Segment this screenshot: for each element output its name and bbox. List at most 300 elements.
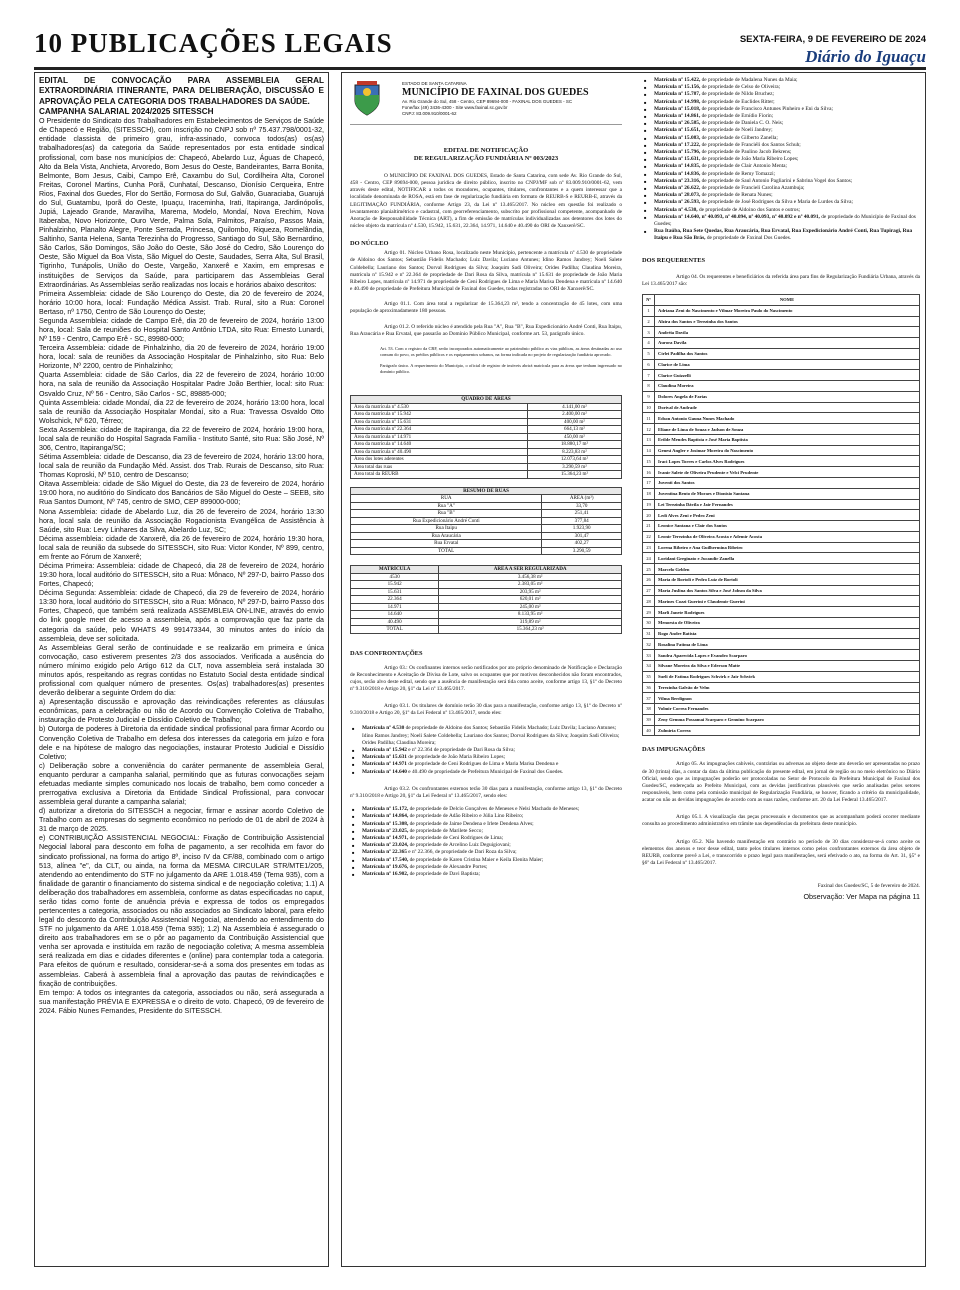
table-cell: 251,41: [542, 510, 622, 518]
req-name: Clarice de Lima: [655, 359, 920, 370]
edital-paragraph: Quarta Assembleia: cidade de São Carlos, dia 22 de fevereiro de 2024, horário 10:00 hora, na sala de reunião da Associação Hospitalar Padre João Berthier, local: sito Rua: Osvaldo Cruz, Nº 56 - Centro, São Carlos - SC, 89885-000;: [39, 371, 324, 398]
req-number: 12: [643, 424, 655, 435]
table-row: [351, 433, 622, 441]
req-col-num: Nº: [643, 294, 655, 305]
edital-paragraph: Sétima Assembleia: cidade de Descanso, dia 23 de fevereiro de 2024, horário 13:00 hora, local sala de reunião da Fundação Méd. Assist. dos Trab. Rurais de Descanso, sito Rua: Thomas Koproski, Nº 510, centro de Descanso;: [39, 453, 324, 480]
list-item: [350, 806, 622, 813]
req-name: Silvane Moreira da Silva e Ederson Matte: [655, 661, 920, 672]
req-number: 11: [643, 413, 655, 424]
matricula-label: Matrícula nº 15.942: [362, 747, 407, 754]
mat-col-area: ÁREA A SER REGULARIZADA: [439, 566, 622, 574]
req-number: 28: [643, 596, 655, 607]
artigo-05-2: Artigo 05.2. Não havendo manifestação em contrário no período de 30 dias considerar-se-á como aceite os elementos dos anexos e teor desse edital, tanto pelos titulares internos como pelos confrontantes externos da área objeto de REURB, conforme prevê a Lei, e transcorrido o prazo legal para manifestações, será efetivado o ato, na forma do Art. 31, §5º e §6º da Lei Federal nº 13.465/2017.: [642, 838, 920, 867]
table-cell: 33,70: [542, 502, 622, 510]
edital-paragraph: Nona Assembleia: cidade de Abelardo Luz, dia 26 de fevereiro de 2024, horário 13:30 hora, local sala de reunião da Associação Rogacionista Evangélica de Assistência à Saúde, sito Rua: Levy Linhares da Silva, Abelardo Luz, SC;: [39, 507, 324, 534]
req-name: Ivanir Salete de Oliveira Prudente e Velci Prudente: [655, 467, 920, 478]
table-row: [351, 517, 622, 525]
req-name: Cirlei Padilha dos Santos: [655, 348, 920, 359]
closing-date: Faxinal dos Guedes/SC, 5 de fevereiro de 2024.: [817, 883, 920, 890]
req-name: Sueli de Fatima Rodrigues Schvirk e Jair Schvirk: [655, 671, 920, 682]
matricula-owner: de propriedade de Nildo Bruchez;: [700, 91, 775, 98]
matriculas-table: [350, 565, 622, 634]
edital-body: [39, 117, 324, 1016]
list-item: [642, 99, 920, 106]
req-number: 25: [643, 564, 655, 575]
matricula-owner: de propriedade de João Maria Ribeiro Lopes;: [700, 156, 799, 163]
edital-title: EDITAL DE CONVOCAÇÃO PARA ASSEMBLEIA GERAL EXTRAORDINÁRIA ITINERANTE, PARA DELIBERAÇÃO, DISCUSSÃO E APROVAÇÃO PELA CATEGORIA DOS TRABALHADORES DA SAÚDE.: [39, 76, 324, 106]
matricula-label: Matrícula nº 14.864,: [362, 813, 409, 820]
matricula-owner: de propriedade de Francieli Carolina Azambuja;: [700, 185, 805, 192]
artigo-03-1: Artigo 03.1. Os titulares de domínio terão 30 dias para a manifestação, conforme artigo 13, §1º do Decreto nº 9.310/2018 e Artigo 20, §1º da Lei Federal nº 13.465/2017, sendo eles:: [350, 703, 622, 717]
ruas-col-rua: RUA: [351, 495, 542, 503]
req-number: 29: [643, 607, 655, 618]
requerentes-rows: [643, 305, 920, 736]
req-number: 1: [643, 305, 655, 316]
list-item: [350, 747, 622, 754]
matricula-label: Matrícula nº 23.316,: [654, 177, 701, 184]
table-row: [351, 603, 622, 611]
reurb-notice: [341, 72, 926, 1267]
req-number: 15: [643, 456, 655, 467]
table-row: [643, 445, 920, 456]
table-row: [643, 553, 920, 564]
matricula-owner: de propriedade de Ernídio Fiorin;: [700, 113, 774, 120]
table-cell: 400,00 m²: [527, 418, 621, 426]
matricula-label: Matrícula nº 15.018,: [654, 105, 701, 112]
req-number: 33: [643, 650, 655, 661]
matricula-label: Matrícula nº 15.631: [362, 754, 407, 761]
list-item: [350, 828, 622, 835]
matricula-owner: de propriedade de Paulino Jacob Bekrens;: [700, 149, 792, 156]
req-number: 20: [643, 510, 655, 521]
req-name: Erilde Mendes Baptista e José Maria Baptista: [655, 434, 920, 445]
artigo-01-2: Artigo 01.2. O referido núcleo é atendido pela Rua "A", Rua "B", Rua Expedicionário André Conti, Rua Itaipu, Rua Araucária e Rua Ervatal, que passarão ao Domínio Público Municipal, conforme art. 53, parágrafo único.: [350, 323, 622, 337]
table-cell: 402,27: [542, 540, 622, 548]
list-item: [350, 857, 622, 864]
req-name: Maria Juslina dos Santos Silva e José Jobsm da Silva: [655, 585, 920, 596]
ruas-header: RESUMO DE RUAS: [351, 487, 622, 495]
req-number: 14: [643, 445, 655, 456]
table-cell: 15.631: [351, 588, 439, 596]
list-item: [642, 178, 920, 185]
matricula-label: Matrícula nº 28.073,: [654, 192, 701, 199]
list-item: [642, 113, 920, 120]
edital-paragraph: Sexta Assembleia: cidade de Itapiranga, dia 22 de fevereiro de 2024, horário 19:00 hora, local sala de reunião do Hospital Sagrada Família - Instituto Santé, sito Rua: São José, Nº 306, Centro, Itapiranga/SC;: [39, 425, 324, 452]
edition-date: SEXTA-FEIRA, 9 DE FEVEREIRO DE 2024: [739, 34, 926, 45]
matricula-owner: de propriedade de Ceni Rodrigues de Lima;: [408, 834, 504, 841]
table-row: [643, 456, 920, 467]
table-row: [643, 370, 920, 381]
table-row: [643, 531, 920, 542]
list-item: [350, 754, 622, 761]
table-cell: 8.223,83 m²: [527, 448, 621, 456]
matricula-label: Matrícula nº 15.172,: [362, 806, 409, 813]
edital-paragraph: Segunda Assembleia: cidade de Campo Erê, dia 20 de fevereiro de 2024, horário 13:00 hora, local: Sala de reuniões do Hospital Santo Antônio LTDA, sito Rua: Ernesto Lunardi, Nº 159 - Centro, Campo Erê - SC, 89980-000;: [39, 316, 324, 344]
req-number: 39: [643, 714, 655, 725]
table-cell: Rua "B": [351, 510, 542, 518]
table-row: [351, 588, 622, 596]
table-row: [643, 596, 920, 607]
req-number: 26: [643, 574, 655, 585]
table-cell: 15.364,23 m²: [527, 471, 621, 479]
notice-column-right: [642, 77, 920, 1262]
list-item: [642, 149, 920, 156]
matricula-label: Matrícula nº 14.835,: [654, 163, 701, 170]
table-cell: 4.141,00 m²: [527, 403, 621, 411]
table-cell: Rua "A": [351, 502, 542, 510]
table-cell: 203,95 m²: [439, 588, 622, 596]
req-number: 32: [643, 639, 655, 650]
table-cell: 14.971: [351, 603, 439, 611]
matricula-owner: de propriedade de Aldoino dos Santos e outros;: [697, 206, 801, 213]
matricula-label: Matrícula nº 15.796,: [654, 149, 701, 156]
table-row: [643, 338, 920, 349]
list-item: [642, 84, 920, 91]
table-row: [643, 413, 920, 424]
req-name: Maria de Bortoli e Pedro Luiz de Bortoli: [655, 574, 920, 585]
municipio-name: MUNICÍPIO DE FAXINAL DOS GUEDES: [402, 87, 589, 98]
req-number: 37: [643, 693, 655, 704]
edital-paragraph: Décima assembleia: cidade de Xanxerê, dia 26 de fevereiro de 2024, horário 19:30 hora, local sala de reunião da subsede do SITESSCH, sito Rua: Victor Konder, Nº 899, centro, em frente ao Fórum de Xanxerê;: [39, 534, 324, 561]
req-name: Juventina Bento de Moraes e Dionisio Santana: [655, 488, 920, 499]
newspaper-logo: Diário do Iguaçu: [805, 47, 926, 66]
artigo-01: Artigo 01. Núcleo Urbano Rosa, localizado neste Município, pertencente a matrícula nº 4.530 de propriedade de Aldoino dos Santos; Sebastião Fidelis Machado; Luiz Davila; Luciano Antunes; Idino Ramos Jandrey; Noeli Salete Coldebella; Lauriano dos Santos; Dorval Rodrigues da Silva; Joaquim Sadi Oliveira; Orides Padilha; Claudina Moreira, matrícula nº 15.942 e nº 22.364 de propriedade de Dari Rosa da Silva, matrícula nº 15.631 de propriedade de João Maria Ribeiro Lopes, matrícula nº 14.971 de propriedade de Ceni Rodrigues de Lima e Maria Marisa Dendena e matrícula nº 14.640 e 40.490 de propriedade de Prefeitura Municipal de Faxinal dos Guedes, todas registradas no ORI de Xanxerê/SC.: [350, 250, 622, 293]
req-name: Loridani Greginato e Jucandir Zanella: [655, 553, 920, 564]
req-col-name: NOME: [655, 294, 920, 305]
municipio-header: [350, 81, 622, 125]
table-cell: Rua Araucária: [351, 532, 542, 540]
req-name: Juventi dos Santos: [655, 478, 920, 489]
table-row: [351, 626, 622, 634]
table-row: [643, 628, 920, 639]
req-number: 22: [643, 531, 655, 542]
table-cell: 1.923,90: [542, 525, 622, 533]
table-row: [351, 540, 622, 548]
req-name: Eliane de Lima de Souza e Jadson de Souza: [655, 424, 920, 435]
table-cell: 3.456,38 m²: [439, 573, 622, 581]
table-row: [643, 467, 920, 478]
matricula-owner: de propriedade de Faxinal Dos Guedes.: [705, 235, 792, 242]
table-cell: Área dos lotes aderentes: [351, 456, 528, 464]
req-number: 4: [643, 338, 655, 349]
req-name: Andréia Davila: [655, 327, 920, 338]
table-cell: 2.400,00 m²: [527, 411, 621, 419]
table-cell: 319,89 m²: [439, 618, 622, 626]
req-number: 17: [643, 478, 655, 489]
matricula-owner: de propriedade de Adão Ribeiro e Júlia Lino Ribeiro;: [408, 813, 524, 820]
edital-subtitle: CAMPANHA SALARIAL 2024/2025 SITESSCH: [39, 106, 214, 116]
table-cell: 664,13 m²: [527, 426, 621, 434]
matricula-owner: de propriedade de João Maria Ribeiro Lopes;: [406, 754, 506, 761]
req-name: Marcelo Geblen: [655, 564, 920, 575]
list-item: [642, 142, 920, 149]
matricula-label: Matrícula nº 15.651,: [654, 127, 701, 134]
req-number: 9: [643, 391, 655, 402]
matricula-label: Rua Itaúba, Rua Sete Quedas, Rua Araucária, Rua Ervatal, Rua Expedicionário André Conti, Rua Tupiragi, Rua Itaipu e Rua São Brás,: [654, 228, 913, 242]
req-number: 10: [643, 402, 655, 413]
matricula-label: Matrícula nº 14.640, nº 40.093, nº 40.094, nº 40.093, nº 40.092 e nº 40.091,: [654, 213, 820, 220]
table-cell: TOTAL: [351, 626, 439, 634]
matricula-owner: de propriedade de Madalena Nunes da Maia;: [700, 77, 798, 83]
table-row: [643, 650, 920, 661]
list-item: [350, 769, 622, 776]
table-row: [643, 574, 920, 585]
table-cell: 2.383,05 m²: [439, 581, 622, 589]
quadro-rows: [351, 403, 622, 478]
table-row: [643, 682, 920, 693]
req-number: 18: [643, 488, 655, 499]
header-rule: [34, 67, 926, 70]
req-name: Ledi Alves Zeni e Pedro Zeni: [655, 510, 920, 521]
matricula-owner: e nº 22.364 de propriedade de Dari Rosa da Silva;: [406, 747, 516, 754]
artigo-01-1: Artigo 01.1. Com área total a regularizar de 15.364,23 m², tendo a concentração de 45 lotes, com uma população de aproximadamente 180 pessoas.: [350, 301, 622, 315]
table-row: [643, 381, 920, 392]
resumo-ruas-table: [350, 487, 622, 556]
table-row: [643, 661, 920, 672]
req-name: Vilma Berdignon: [655, 693, 920, 704]
table-row: [351, 471, 622, 479]
table-row: [643, 564, 920, 575]
matricula-owner: de propriedade de Karen Cristina Maier e Keila Elenita Maier;: [408, 856, 544, 863]
table-row: [643, 607, 920, 618]
req-name: Alzira dos Santos e Terezinha dos Santos: [655, 316, 920, 327]
table-cell: Área da matrícula nº 14.640: [351, 441, 528, 449]
matricula-label: Matrícula nº 15.422,: [654, 77, 701, 83]
section-requerentes: DOS REQUERENTES: [642, 256, 706, 264]
contact-line: Fone/fax (49) 3436-4300 - Site www.faxinal.sc.gov.br: [402, 105, 508, 110]
matricula-label: Matrícula nº 15.631,: [654, 156, 701, 163]
table-cell: Área total da REURB: [351, 471, 528, 479]
table-cell: 4530: [351, 573, 439, 581]
table-cell: 22.364: [351, 596, 439, 604]
table-row: [351, 525, 622, 533]
matricula-label: Matrícula nº 19.676,: [362, 863, 409, 870]
matricula-owner: de propriedade de Remy Tomazzi;: [700, 170, 776, 177]
req-name: Zulmiria Correa: [655, 725, 920, 736]
req-number: 40: [643, 725, 655, 736]
section-title: 10 PUBLICAÇÕES LEGAIS: [34, 28, 393, 58]
req-number: 5: [643, 348, 655, 359]
matricula-owner: de propriedade de Arcelino Luiz Deguigiovani;: [408, 842, 511, 849]
matricula-label: Matrícula nº 26.622,: [654, 185, 701, 192]
matricula-label: Matrícula nº 22.365: [362, 849, 407, 856]
matricula-label: Matrícula nº 14.861,: [654, 113, 701, 120]
matricula-label: Matrícula nº 4.530,: [654, 206, 698, 213]
table-row: [351, 581, 622, 589]
requerentes-table: [642, 294, 920, 736]
matricula-owner: de propriedade de Noeli Jandrey;: [700, 127, 773, 134]
matricula-label: Matrícula nº 16.902,: [362, 871, 409, 877]
list-item: [642, 135, 920, 142]
list-item: [642, 192, 920, 199]
req-name: Aurora Davila: [655, 338, 920, 349]
confrontantes-list-b: [642, 77, 920, 243]
table-row: [643, 316, 920, 327]
req-name: Claudina Moreira: [655, 381, 920, 392]
table-cell: 301,47: [542, 532, 622, 540]
matriculas-rows: [351, 573, 622, 633]
section-impugnacoes: DAS IMPUGNAÇÕES: [642, 746, 706, 754]
table-cell: 14.640: [351, 611, 439, 619]
edital-paragraph: a) Apresentação discussão e aprovação das reivindicações referentes as cláusulas econômicas, para a celebração ou não de Acordo ou Convenção Coletiva de Trabalho, instauração de Protesto Judicial e Dissídio Coletivo de Trabalho;: [39, 698, 324, 725]
table-row: [351, 611, 622, 619]
table-row: [643, 391, 920, 402]
table-row: [351, 441, 622, 449]
matricula-label: Matrícula nº 17.222,: [654, 141, 701, 148]
list-item: [642, 91, 920, 98]
map-note: Observação: Ver Mapa na página 11: [803, 892, 920, 902]
edital-paragraph: Primeira Assembleia: cidade de São Lourenço do Oeste, dia 20 de fevereiro de 2024, horário 10:00 hora, local: Fundação Médica Assist. Trab. Rural, sito a Rua: Coronel Bertaso, nº 1750, Centro de São Lourenço do Oeste;: [39, 289, 324, 316]
list-item: [642, 171, 920, 178]
list-item: [642, 127, 920, 134]
matricula-owner: e nº 22.366, de propriedade de Dari Roza da Silva;: [406, 849, 517, 856]
table-row: [643, 402, 920, 413]
req-name: Rogo Andre Batista: [655, 628, 920, 639]
table-cell: 450,00 m²: [527, 433, 621, 441]
matricula-label: Matrícula nº 14.998,: [654, 98, 701, 105]
table-cell: TOTAL: [351, 547, 542, 555]
req-name: Adriana Zeni do Nascimento e Vilmar Moreira Paulo do Nascimento: [655, 305, 920, 316]
req-name: Leonir Terezinha de Oliveira Acosta e Ademir Acosta: [655, 531, 920, 542]
req-number: 21: [643, 521, 655, 532]
edital-paragraph: b) Outorga de poderes à Diretoria da entidade sindical profissional para firmar Acordo ou Convenção Coletiva de Trabalho em defesa dos interesses da categoria em juízo e fora dele e na hipótese de malogro das negociações, instaurar Protesto Judicial e Dissídio Coletivo;: [39, 725, 324, 761]
matricula-owner: de propriedade de Ceni Rodrigues de Lima e Maria Marisa Dendena e: [406, 761, 559, 768]
matricula-owner: de propriedade de Saul Antonio Pagliarini e Sabrina Vogel dos Santos;: [700, 177, 853, 184]
edital-paragraph: d) autorizar a diretoria do SITESSCH a negociar, firmar e assinar acordo Coletivo de Trabalho com as empresas do segmento econômico no período de 01 de abril de 2024 à 31 de março de 2025.: [39, 807, 324, 834]
req-name: Terezinha Galvão de Velm: [655, 682, 920, 693]
table-row: [643, 478, 920, 489]
confrontantes-list-a: [350, 806, 622, 878]
table-cell: 40.490: [351, 618, 439, 626]
matricula-label: Matrícula nº 23.025,: [362, 827, 409, 834]
municipio-address: [402, 99, 617, 117]
list-item: [642, 156, 920, 163]
matricula-label: Matrícula nº 15.787,: [654, 91, 701, 98]
list-item: [350, 725, 622, 747]
artigo-05-1: Artigo 05.1. A visualização das peças processuais e documentos que as acompanham poderá ocorrer mediante consulta ao procedimento administrativo em trâmite nas dependências da prefeitura deste município.: [642, 814, 920, 828]
table-cell: 15.364,23 m²: [439, 626, 622, 634]
list-item: [642, 228, 920, 242]
req-name: Marines Cozzi Guerini e Claudemir Guerini: [655, 596, 920, 607]
artigo-04: Artigo 04. Os requerentes e beneficiários da referida área para fins de Regularização Fundiária Urbana, através da Lei 13.465/2017 são:: [642, 273, 920, 287]
artigo-53: Art. 53. Com o registro da CRF, serão incorporados automaticamente ao patrimônio público as vias públicas, as áreas destinadas ao uso comum do povo, os prédios públicos e os equipamentos urbanos, na forma indicada no projeto de regularização fundiária aprovado.: [380, 345, 622, 357]
matricula-owner: de propriedade de Alexandre Portes;: [408, 863, 488, 870]
matricula-label: Matrícula nº 17.540,: [362, 856, 409, 863]
req-number: 34: [643, 661, 655, 672]
req-number: 30: [643, 617, 655, 628]
matricula-label: Matrícula nº 15.308,: [362, 820, 409, 827]
list-item: [642, 163, 920, 170]
matricula-owner: de propriedade de Davi Baptista;: [408, 871, 480, 877]
req-name: Dorival de Andrade: [655, 402, 920, 413]
req-number: 38: [643, 704, 655, 715]
table-row: [643, 725, 920, 736]
table-row: [643, 585, 920, 596]
list-item: [642, 214, 920, 228]
ruas-col-area: ÁREA (m²): [542, 495, 622, 503]
req-name: Menoesta de Oliveira: [655, 617, 920, 628]
quadro-header: QUADRO DE ÁREAS: [351, 396, 622, 404]
table-row: [643, 714, 920, 725]
req-number: 23: [643, 542, 655, 553]
table-cell: 8.133,95 m²: [439, 611, 622, 619]
section-confrontacoes: DAS CONFRONTAÇÕES: [350, 649, 423, 657]
table-cell: 3.290,59 m²: [527, 463, 621, 471]
paragrafo-unico: Parágrafo único. A requerimento do Município, o oficial de registro de imóveis abrirá matrícula para as áreas que tenham ingressado no domínio público.: [380, 363, 622, 375]
matricula-owner: de propriedade de Jaime Dendena e Irlete Dendena Alves;: [408, 820, 534, 827]
matricula-label: Matrícula nº 14.836,: [654, 170, 701, 177]
matricula-owner: de propriedade de Euclides Ritter;: [700, 98, 775, 105]
matricula-label: Matrícula nº 4.530: [362, 725, 405, 732]
list-item: [642, 77, 920, 84]
table-row: [643, 671, 920, 682]
list-item: [350, 871, 622, 878]
address-line: Av. Rio Grande do Sul, 458 - Centro, CEP 89694-000 - FAXINAL DOS GUEDES - SC: [402, 99, 573, 104]
table-row: [643, 639, 920, 650]
req-name: Sandra Aparecida Lopes e Evandro Scarparo: [655, 650, 920, 661]
table-row: [351, 403, 622, 411]
list-item: [350, 835, 622, 842]
edital-paragraph: Terceira Assembleia: cidade de Pinhalzinho, dia 20 de fevereiro de 2024, horário 19:00 hora, local: sala de reuniões da Associação Hospitalar de Pinhalzinho, sito Rua: Belo Horizonte, Nº 2200, centro de Pinhalzinho;: [39, 344, 324, 371]
matricula-label: Matrícula nº 26.593,: [654, 199, 701, 206]
req-name: Marli Janete Rodrigues: [655, 607, 920, 618]
notice-title: [350, 147, 622, 163]
table-row: [351, 411, 622, 419]
matricula-label: Matrícula nº 14.971,: [362, 834, 409, 841]
list-item: [642, 207, 920, 214]
req-name: Genesi Angler e Josimar Moreira do Nascimento: [655, 445, 920, 456]
matricula-label: Matrícula nº 26.585,: [654, 120, 701, 127]
req-name: Clarice Guizzelli: [655, 370, 920, 381]
req-number: 7: [643, 370, 655, 381]
req-number: 6: [643, 359, 655, 370]
list-item: [642, 106, 920, 113]
artigo-05: Artigo 05. As impugnações cabíveis, contrárias ou adversas ao objeto deste ato deverão ser apresentadas no prazo de 30 (trinta) dias, a contar da data da última publicação do presente edital, em jornal de região ou no meio eletrônico no Diário Oficial, sendo que as impugnações poderão ser protocoladas no Setor de Protocolo da Prefeitura Municipal de Faxinal dos Guedes/SC, endereçada ao Prefeito Municipal, com as devidas justificativas plausíveis que serão analisadas pelos setores responsáveis, bem como pela comissão municipal de Regularização Fundiária, se houver, ficando a critério da municipalidade, acatar ou não as devidas impugnações de acordo com as suas razões, conforme art. 20 da Lei Federal 13.465/2017.: [642, 761, 920, 804]
list-item: [350, 813, 622, 820]
table-row: [643, 434, 920, 445]
ruas-rows: [351, 502, 622, 555]
table-cell: 12.073,64 m²: [527, 456, 621, 464]
matricula-owner: de propriedade de Celso de Oliveira;: [700, 84, 781, 91]
req-name: Lorena Ribeiro e Ana Guilhermina Ribeiro: [655, 542, 920, 553]
table-row: [643, 327, 920, 338]
table-row: [643, 510, 920, 521]
matricula-owner: de propriedade de Daniela C. O. Neis;: [700, 120, 784, 127]
table-row: [351, 532, 622, 540]
table-cell: Rua Ervatal: [351, 540, 542, 548]
matricula-owner: de propriedade de Gilberto Zanella;: [700, 134, 778, 141]
matricula-owner: de propriedade de José Rodrigues da Silva e Maria de Lurdes da Silva;: [700, 199, 853, 206]
table-cell: Área da matrícula nº 4.530: [351, 403, 528, 411]
req-name: Edson Antonio Gauna Nunes Machado: [655, 413, 920, 424]
titulares-list: [350, 725, 622, 775]
matricula-owner: de propriedade de Aldoino dos Santos; Sebastião Fidelis Machado; Luiz Davila; Luciano Antunes; Idino Ramos Jandrey; Noeli Salete Coldebella; Lauriano dos Santos; Dorval Rodrigues da Silva; Joaquim Sadi Oliveira; Orides Padilha; Claudina Moreira;: [362, 725, 620, 746]
edital-paragraph: e) CONTRIBUIÇÃO ASSISTENCIAL NEGOCIAL: Fixação de Contribuição Assistencial Negocial laboral para desconto em folha de pagamento, a ser recolhida em favor do sindicato profissional, na forma do artigo 8º, inciso IV da CF/88, combinado com o artigo 513, alínea "e", da CLT, ou ainda, na forma da MESMA CIRCULAR STR/MTE1/205, atendendo ao entendimento do STF no julgamento da ARE 1.018.459 (Tema 935), com a finalidade de garantir o financiamento do sistema sindical e de negociação coletiva; 1.1) A deliberação dos trabalhadores em assembleia, conforme as datas especificadas no caput, serão tidas como fonte de anuência prévia e expressa de todos os empregados pertencentes a categoria, associados ou não associados ao Sindicato laboral, para efeito legal do desconto da Contribuição Assistencial Negocial, atendendo ao entendimento do STF no julgamento da ARE 1.018.459 (Tema 935); 1.2) Na Assembleia é assegurado o direito aos trabalhadores em se o pôr ao pagamento da Contribuição Assistencial que venha ser aprovada e instituída em razão de negociação coletiva; A mesma assembleia será realizada em dias e cidades diferentes e (online) para contemplar toda a categoria. Para efeitos de quórum e resultado, considerar-se-á a soma dos presentes em todas as assembleias. Caberá à assembleia final a aprovação das pautas de reivindicações e fixação de contribuições.: [39, 834, 324, 988]
req-name: Iraci Lopes Torres e Carlos Alves Rodrigues: [655, 456, 920, 467]
quadro-areas-table: [350, 395, 622, 479]
edital-paragraph: c) Deliberação sobre a conveniência do caráter permanente de assembleia Geral, enquanto perdurar a campanha salarial, permitindo que as futuras convocações sejam efetuadas mediante simples comunicado nos locais de trabalho, bem como conceder a prerrogativa exclusiva a Diretoria da Entidade Sindical Profissional, para convocar assembleia geral durante a campanha salarial;: [39, 761, 324, 807]
req-name: Rosalina Fatima de Lima: [655, 639, 920, 650]
cnpj-line: CNPJ: 83.009.910/0001-62: [402, 111, 457, 116]
req-number: 31: [643, 628, 655, 639]
artigo-03: Artigo 03.: Os confinantes internos serão notificados por ato próprio denominado de Notificação e Declaração de Reconhecimento e Aceitação de Divisa de Lote, salvo os ocupantes que por motivos desconhecidos não foram encontrados, cujos, serão alvo deste edital, sendo que a ausência de manifestação será tida como aceite, conforme artigo 13, §1º do Decreto nº 9.310/2018 e Artigo 20, §1º da Lei nº 13.465/2017.: [350, 664, 622, 692]
list-item: [350, 821, 622, 828]
table-row: [643, 359, 920, 370]
edital-paragraph: Em tempo: A todos os integrantes da categoria, associados ou não, será assegurada a sua manifestação PRÉVIA E EXPRESSA e o direito de voto. Chapecó, 09 de fevereiro de 2024. Fábio Nunes Fernandes, Presidente do SITESSCH.: [39, 988, 324, 1015]
table-row: [351, 448, 622, 456]
edital-paragraph: O Presidente do Sindicato dos Trabalhadores em Estabelecimentos de Serviços de Saúde de Chapecó e Região, (SITESSCH), com inscrição no CNPJ sob nº 75.437.798/0001-32, entidade classista de primeiro grau, infra-assinado, convoca todos(as) os(as) trabalhadores(as) da categoria da Saúde representados por esta entidade sindical profissional, com base nos municípios de: Chapecó, Abelardo Luz, Águas de Chapecó, Alto da Bela Vista, Anchieta, Arvoredo, Bom Jesus do Oeste, Bandeirantes, Barra Bonita, Belmonte, Bom Jesus, Caibi, Campo Erê, Caxambu do Sul, Cordilheira Alta, Coronel Freitas, Coronel Martins, Cunha Porã, Cunhataí, Descanso, Dionísio Cerqueira, Entre Rios, Faxinal dos Guedes, Flor do Sertão, Formosa do Sul, Galvão, Guaraciaba, Guarujá do Sul, Guatambu, Iporã do Oeste, Ipuaçu, Iraceminha, Irati, Itapiranga, Jardinópolis, Jupiá, Lajeado Grande, Maravilha, Marema, Modelo, Mondaí, Nova Erechim, Nova Itaberaba, Novo Horizonte, Ouro Verde, Palma Sola, Palmitos, Paraíso, Passos Maia, Pinhalzinho, Planalto Alegre, Ponte Serrada, Princesa, Quilombo, Riqueza, Romelândia, Saltinho, Santa Helena, Santa Terezinha do Progresso, Santiago do Sul, São Bernardino, São Carlos, São Domingos, São João do Oeste, São José do Cedro, São Lourenço do Oeste, São Miguel da Boa Vista, São Miguel do Oeste, Saudades, Serra Alta, Sul Brasil, Tigrinho, Tunápolis, União do Oeste, Vargeão, Xanxerê e Xaxim, em empresas e instituições de Serviços da Saúde, para participarem das Assembleias Geral Extraordinárias. As Assembleias serão realizadas nos locais e horários abaixo descritos:: [39, 117, 324, 289]
table-row: [351, 502, 622, 510]
